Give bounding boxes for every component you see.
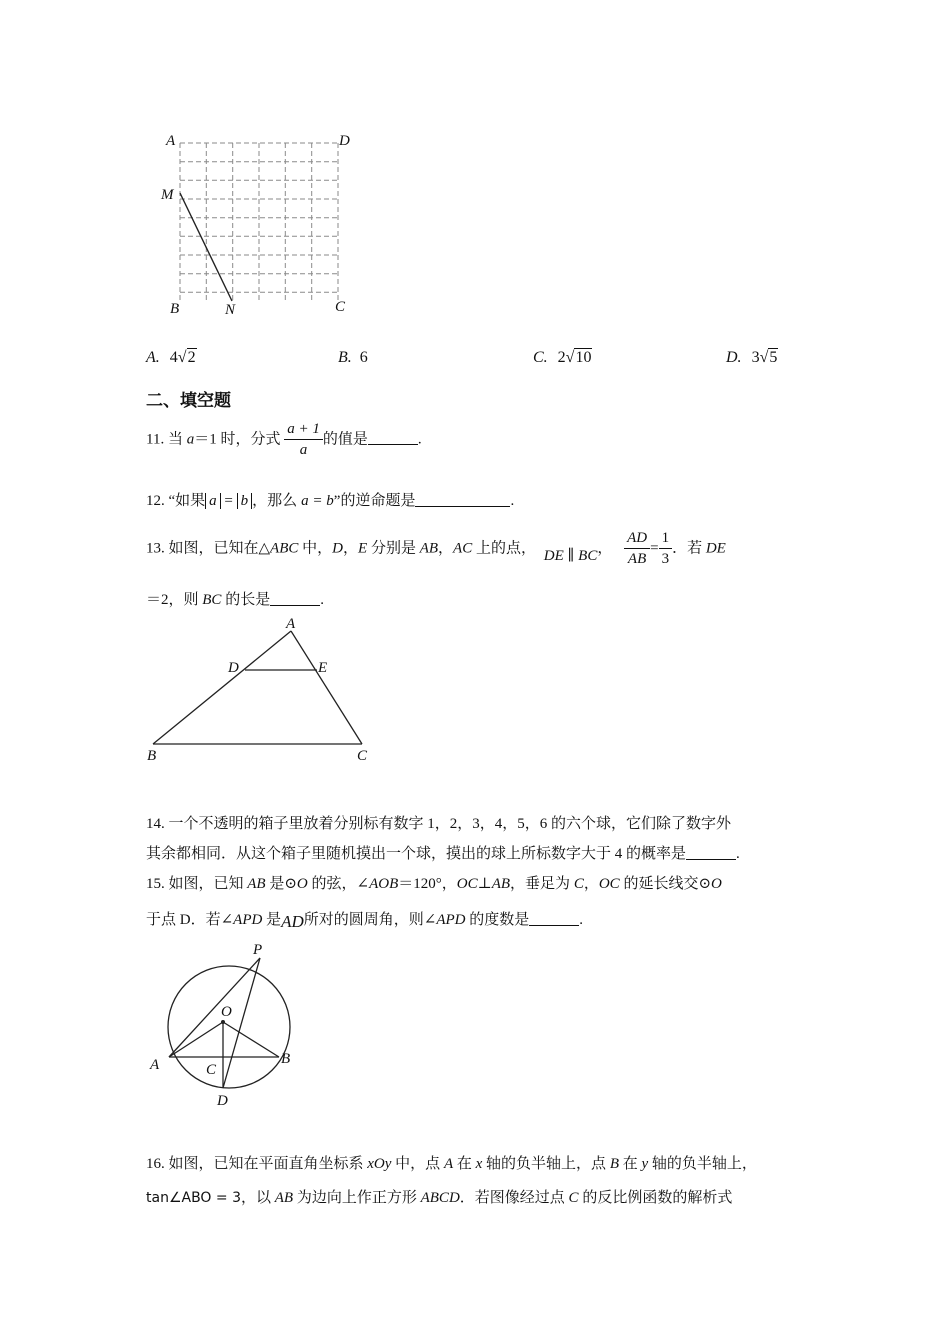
option-a[interactable]: A. 4√2 <box>146 349 196 366</box>
grid-label-m: M <box>161 187 174 203</box>
section-title: 二、填空题 <box>146 391 231 411</box>
arc-ad: AD <box>281 912 304 931</box>
grid-label-c: C <box>335 299 346 315</box>
triangle-figure <box>140 615 380 770</box>
option-c[interactable]: C. 2√10 <box>533 349 592 366</box>
question-16-line-2: tan∠ABO = 3，以 AB 为边向上作正方形 ABCD．若图像经过点 C 的反比例函数的解析式 <box>146 1190 733 1206</box>
question-13-line-2: ＝2，则 BC 的长是 . <box>146 592 324 608</box>
circle-label-c: C <box>206 1062 217 1078</box>
question-12: 12. “如果 a = b ，那么 a = b”的逆命题是 . <box>146 493 515 509</box>
grid-label-n: N <box>225 302 236 318</box>
option-b[interactable]: B. 6 <box>338 349 368 366</box>
grid-label-d: D <box>339 133 350 149</box>
grid-label-b: B <box>170 301 180 317</box>
answer-blank-13[interactable] <box>270 591 320 606</box>
answer-blank-12[interactable] <box>415 492 510 507</box>
question-11: 11. 当 a＝1 时，分式 $\frac{a + 1}{a}$ 的值是 . <box>146 421 422 458</box>
circle-label-p: P <box>253 942 263 958</box>
question-13: 13. 如图，已知在△ABC 中，D，E 分别是 AB，AC 上的点， DE ∥ BC， $\frac{AD}{AB}$ = $\frac{1}{3}$ ．若 DE <box>146 530 726 567</box>
answer-blank-11[interactable] <box>368 430 418 445</box>
question-15-line-2: 于点 D．若∠APD 是AD所对的圆周角，则∠APD 的度数是 . <box>146 912 584 931</box>
tri-label-b: B <box>147 748 157 764</box>
circle-label-b: B <box>281 1051 291 1067</box>
tri-label-e: E <box>318 660 328 676</box>
circle-figure <box>140 940 310 1110</box>
question-14: 14. 一个不透明的箱子里放着分别标有数字 1，2，3，4，5，6 的六个球，它们除了数字外 <box>146 816 732 832</box>
tri-label-c: C <box>357 748 368 764</box>
q11-fraction: $\frac{a + 1}{a}$ <box>284 422 323 458</box>
grid-figure <box>150 125 370 325</box>
question-16: 16. 如图，已知在平面直角坐标系 xOy 中，点 A 在 x 轴的负半轴上，点 B 在 y 轴的负半轴上， <box>146 1156 757 1172</box>
question-14-line-2: 其余都相同．从这个箱子里随机摸出一个球，摸出的球上所标数字大于 4 的概率是 . <box>146 846 740 862</box>
circle-label-a: A <box>150 1057 160 1073</box>
circle-label-o: O <box>221 1004 232 1020</box>
option-d[interactable]: D. 3√5 <box>726 349 778 366</box>
circle-label-d: D <box>217 1093 228 1109</box>
answer-blank-15[interactable] <box>529 911 579 926</box>
grid-label-a: A <box>166 133 176 149</box>
question-15: 15. 如图，已知 AB 是⊙O 的弦，∠AOB＝120°，OC⊥AB，垂足为 C，OC 的延长线交⊙O <box>146 876 722 892</box>
answer-blank-14[interactable] <box>686 845 736 860</box>
tri-label-d: D <box>228 660 239 676</box>
tri-label-a: A <box>286 616 296 632</box>
